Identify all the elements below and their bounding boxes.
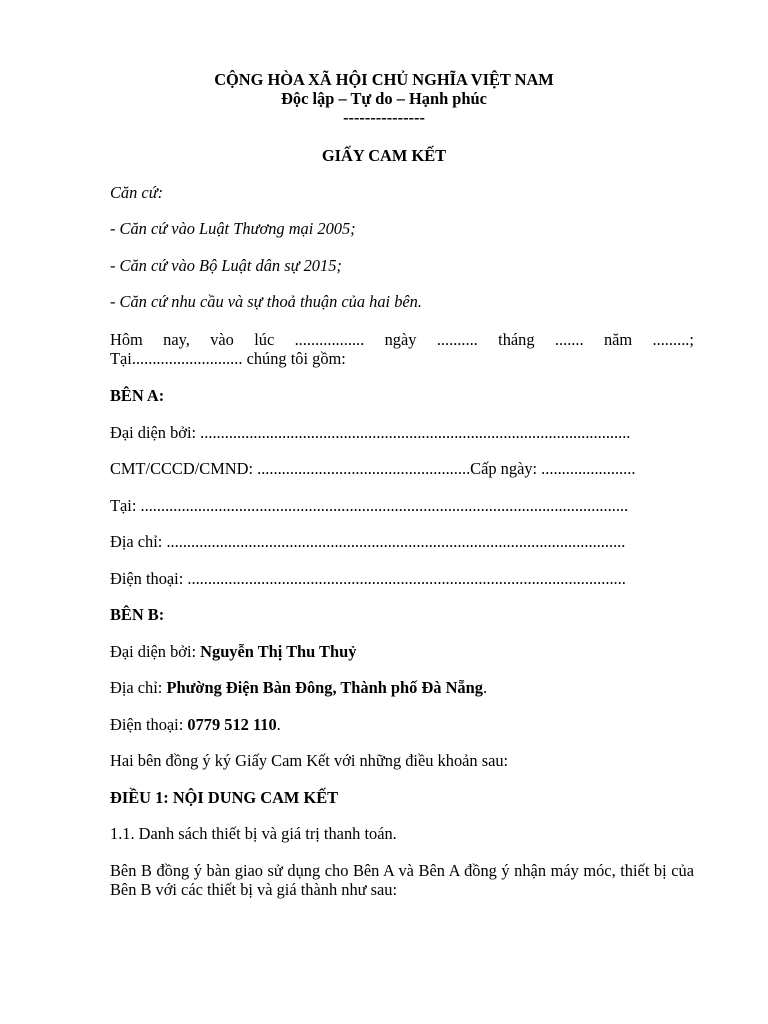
intro-word: Hôm: [110, 330, 143, 349]
intro-word: nay,: [163, 330, 190, 349]
intro-year-blank: .........;: [652, 330, 694, 349]
party-b-address-value: Phường Điện Bàn Đông, Thành phố Đà Nẵng: [166, 678, 483, 697]
party-a-id: CMT/CCCD/CMND: ....................................................: [110, 459, 471, 478]
intro-time-blank: .................: [294, 330, 365, 349]
party-b-phone: [110, 715, 694, 734]
party-b-representative: [110, 642, 694, 661]
document-title: GIẤY CAM KẾT: [321, 146, 447, 165]
party-b-rep-name: Nguyễn Thị Thu Thuỷ: [200, 642, 357, 661]
party-a-address: Địa chỉ: ................................................................................................................: [110, 532, 626, 551]
party-b-rep-label: Đại diện bởi:: [110, 642, 201, 661]
basis-item: - Căn cứ vào Bộ Luật dân sự 2015;: [110, 256, 342, 275]
party-b-address-label: Địa chỉ:: [110, 678, 167, 697]
intro-word: vào: [210, 330, 234, 349]
article-1-heading: ĐIỀU 1: NỘI DUNG CAM KẾT: [110, 788, 339, 807]
party-a-representative: Đại diện bởi: .........................................................................................................: [110, 423, 631, 442]
article-1-paragraph: Bên B đồng ý bàn giao sử dụng cho Bên A và Bên A đồng ý nhận máy móc, thiết bị của Bên B với các thiết bị và giá thành như sau:: [110, 861, 694, 899]
header-separator: ---------------: [343, 108, 425, 127]
party-a-heading: BÊN A:: [110, 386, 165, 405]
intro-word: tháng: [498, 330, 535, 349]
basis-heading: Căn cứ:: [110, 183, 164, 202]
agreement-statement: Hai bên đồng ý ký Giấy Cam Kết với những điều khoản sau:: [110, 751, 509, 770]
party-a-id-line: [110, 459, 694, 478]
intro-day-blank: ..........: [436, 330, 478, 349]
party-b-phone-value: 0779 512 110: [187, 715, 277, 734]
basis-item: - Căn cứ vào Luật Thương mại 2005;: [110, 219, 356, 238]
party-a-issue-date: Cấp ngày: .......................: [470, 459, 636, 478]
national-header: CỘNG HÒA XÃ HỘI CHỦ NGHĨA VIỆT NAM: [214, 70, 554, 89]
party-b-address-end: .: [482, 678, 488, 697]
party-b-phone-end: .: [276, 715, 281, 734]
party-b-heading: BÊN B:: [110, 605, 165, 624]
basis-item: - Căn cứ nhu cầu và sự thoả thuận của hai bên.: [110, 292, 422, 311]
intro-word: năm: [603, 330, 633, 349]
intro-month-blank: .......: [554, 330, 584, 349]
intro-word: ngày: [384, 330, 417, 349]
intro-line-2: Tại........................... chúng tôi gồm:: [110, 349, 346, 368]
party-b-address: [110, 678, 694, 697]
party-a-phone: Điện thoại: ...........................................................................................................: [110, 569, 626, 588]
party-a-place: Tại: .......................................................................................................................: [110, 496, 629, 515]
article-1-subsection: 1.1. Danh sách thiết bị và giá trị thanh toán.: [110, 824, 397, 843]
party-b-phone-label: Điện thoại:: [110, 715, 188, 734]
intro-line-1: [110, 330, 694, 349]
motto: Độc lập – Tự do – Hạnh phúc: [281, 89, 487, 108]
intro-word: lúc: [254, 330, 275, 349]
